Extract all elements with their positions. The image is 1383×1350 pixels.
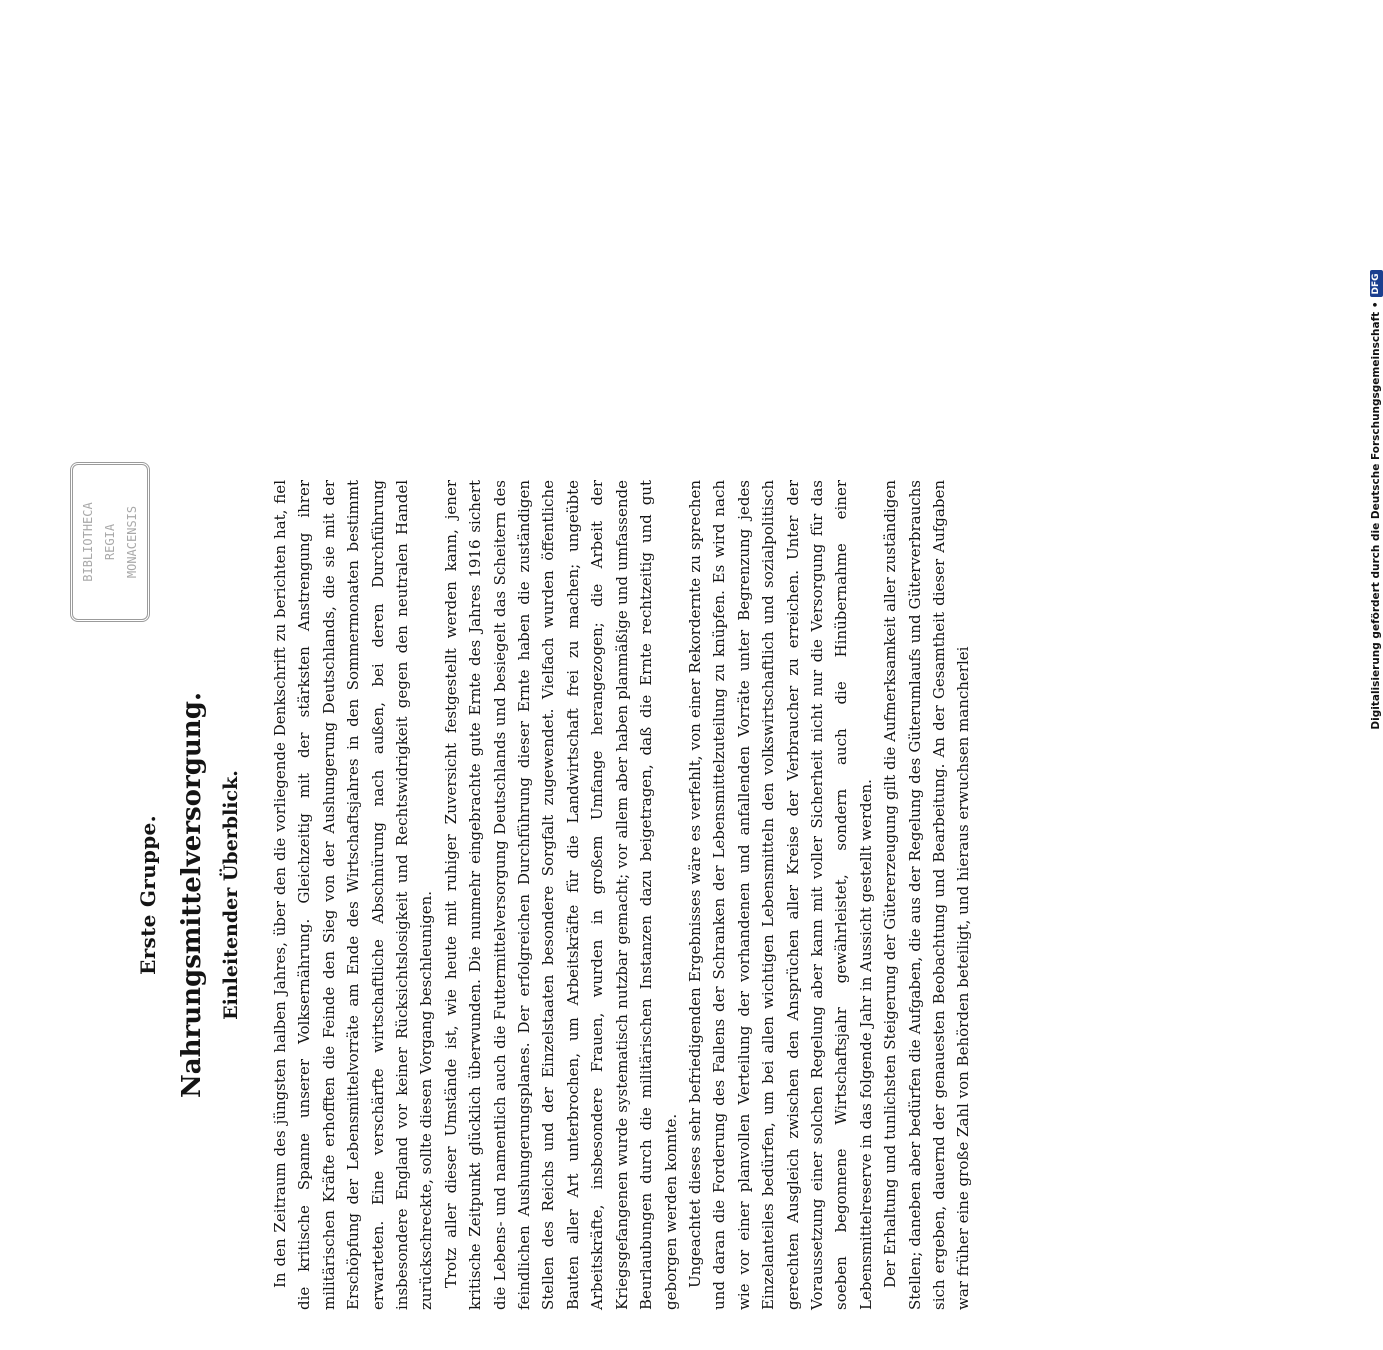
digitization-notice-content [1368,120,1383,880]
paragraph: In den Zeitraum des jüngsten halben Jahres, über den die vorliegende Denkschrift zu berichten hat, fiel die kritische Spanne unserer Volksernährung. Gleichzeitig mit der stärksten Anstrengung ihrer militärischen Kräfte erhofften die Feinde den Sieg von der Aushungerung Deutschlands, die sie mit der Erschöpfung der Lebensmittelvorräte am Ende des Wirtschaftsjahres in den Sommermonaten bestimmt erwarteten. Eine verschärfte wirtschaftliche Abschnürung nach außen, bei deren Durchführung insbesondere England vor keiner Rücksichtslosigkeit und Rechtswidrigkeit gegen den neutralen Handel zurückschreckte, sollte diesen Vorgang beschleunigen. [271,480,436,1310]
paragraph: Trotz aller dieser Umstände ist, wie heute mit ruhiger Zuversicht festgestellt werden kann, jener kritische Zeitpunkt glücklich überwunden. Die nunmehr eingebrachte gute Ernte des Jahres 1916 sichert die Lebens- und namentlich auch die Futtermittelversorgung Deutschlands und besiegelt das Scheitern des feindlichen Aushungerungsplanes. Der erfolgreichen Durchführung dieser Ernte haben die zuständigen Stellen des Reichs und der Einzelstaaten besondere Sorgfalt zugewendet. Vielfach wurden öffentliche Bauten aller Art unterbrochen, um Arbeitskräfte für die Landwirtschaft frei zu machen; ungeübte Arbeitskräfte, insbesondere Frauen, wurden in großem Umfange herangezogen; die Arbeit der Kriegsgefangenen wurde systematisch nutzbar gemacht; vor allem aber haben planmäßige und umfassende Beurlaubungen durch die militärischen Instanzen dazu beigetragen, daß die Ernte rechtzeitig und gut geborgen werden konnte. [441,480,680,1310]
stamp-line: REGIA [103,523,117,561]
page-content [0,450,973,1350]
body-text [268,480,976,1310]
section-title: Einleitender Überblick. [220,770,242,1020]
digitization-text: Digitalisierung gefördert durch die Deutsche Forschungsgemeinschaft • [1370,301,1382,730]
main-title: Nahrungsmittelversorgung. [177,692,207,1098]
document-page [0,450,973,1350]
paragraph: Ungeachtet dieses sehr befriedigenden Ergebnisses wäre es verfehlt, von einer Rekordernte zu sprechen und daran die Forderung des Fallens der Schranken der Lebensmittelzuteilung zu knüpfen. Es wird nach wie vor einer planvollen Verteilung der vorhandenen und anfallenden Vorräte unter Begrenzung jedes Einzelanteiles bedürfen, um bei allen wichtigen Lebensmitteln den volkswirtschaftlich und sozialpolitisch gerechten Ausgleich zwischen den Ansprüchen aller Kreise der Verbraucher zu erreichen. Unter der Voraussetzung einer solchen Regelung aber kann mit voller Sicherheit nicht nur die Versorgung für das soeben begonnene Wirtschaftsjahr gewährleistet, sondern auch die Hinübernahme einer Lebensmittelreserve in das folgende Jahr in Aussicht gestellt werden. [685,480,875,1310]
stamp-line: MONACENSIS [125,505,139,579]
dfg-logo-icon: DFG [1370,270,1383,297]
paragraph: Der Erhaltung und tunlichsten Steigerung der Gütererzeugung gilt die Aufmerksamkeit aller zuständigen Stellen; daneben aber bedürfen die Aufgaben, die aus der Regelung des Güterumlaufs und Güterverbrauchs sich ergeben, dauernd der genauesten Beobachtung und Bearbeitung. An der Gesamtheit dieser Aufgaben war früher eine große Zahl von Behörden beteiligt, und hieraus erwuchsen mancherlei [881,480,973,1310]
stamp-line: BIBLIOTHECA [81,502,95,582]
group-heading: Erste Gruppe. [136,815,160,975]
digitization-notice [1370,273,1383,730]
